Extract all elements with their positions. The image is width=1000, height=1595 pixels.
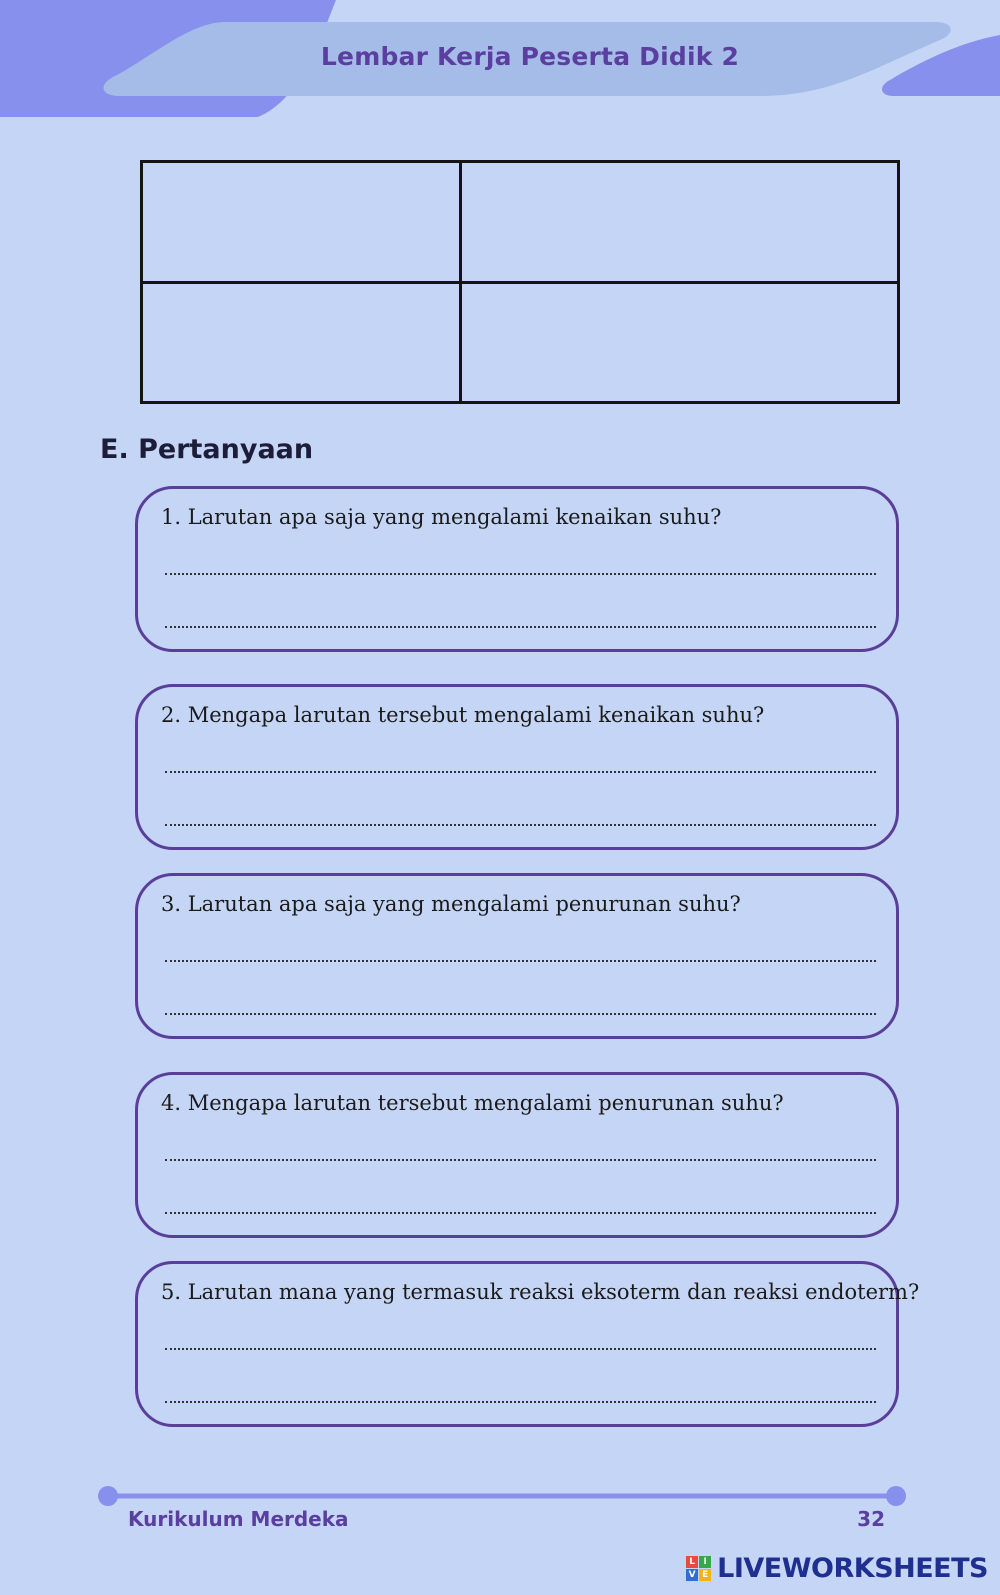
answer-line-1[interactable] <box>165 1159 876 1161</box>
logo-letter: I <box>699 1556 711 1568</box>
footer-divider <box>96 1484 908 1508</box>
answer-line-1[interactable] <box>165 1348 876 1350</box>
question-text: 5. Larutan mana yang termasuk reaksi eksoterm dan reaksi endoterm? <box>161 1280 920 1304</box>
question-box-3 <box>135 873 899 1039</box>
question-box-4 <box>135 1072 899 1238</box>
answer-line-2[interactable] <box>165 1013 876 1015</box>
logo-letter: L <box>686 1556 698 1568</box>
answer-line-1[interactable] <box>165 573 876 575</box>
logo-letter: E <box>699 1569 711 1581</box>
answer-line-1[interactable] <box>165 771 876 773</box>
answer-line-2[interactable] <box>165 1212 876 1214</box>
question-text: 4. Mengapa larutan tersebut mengalami penurunan suhu? <box>161 1091 784 1115</box>
answer-line-2[interactable] <box>165 824 876 826</box>
answer-line-2[interactable] <box>165 1401 876 1403</box>
liveworksheets-logo-icon <box>686 1556 711 1581</box>
question-box-1 <box>135 486 899 652</box>
question-text: 1. Larutan apa saja yang mengalami kenaikan suhu? <box>161 505 722 529</box>
table-cell[interactable] <box>461 282 899 403</box>
page-number: 32 <box>857 1507 885 1531</box>
footer-dot-right <box>886 1486 906 1506</box>
answer-line-2[interactable] <box>165 626 876 628</box>
logo-letter: V <box>686 1569 698 1581</box>
brand-name: LIVEWORKSHEETS <box>717 1553 988 1584</box>
page-title: Lembar Kerja Peserta Didik 2 <box>320 42 740 71</box>
curriculum-label: Kurikulum Merdeka <box>128 1507 349 1531</box>
question-text: 3. Larutan apa saja yang mengalami penurunan suhu? <box>161 892 741 916</box>
question-text: 2. Mengapa larutan tersebut mengalami kenaikan suhu? <box>161 703 765 727</box>
footer-dot-left <box>98 1486 118 1506</box>
table-row <box>142 282 899 403</box>
data-table <box>140 160 900 404</box>
table-cell[interactable] <box>142 162 461 283</box>
table-row <box>142 162 899 283</box>
table-cell[interactable] <box>142 282 461 403</box>
section-title: E. Pertanyaan <box>100 434 314 465</box>
question-box-5 <box>135 1261 920 1427</box>
table-cell[interactable] <box>461 162 899 283</box>
answer-line-1[interactable] <box>165 960 876 962</box>
question-box-2 <box>135 684 899 850</box>
liveworksheets-brand[interactable] <box>686 1553 988 1584</box>
